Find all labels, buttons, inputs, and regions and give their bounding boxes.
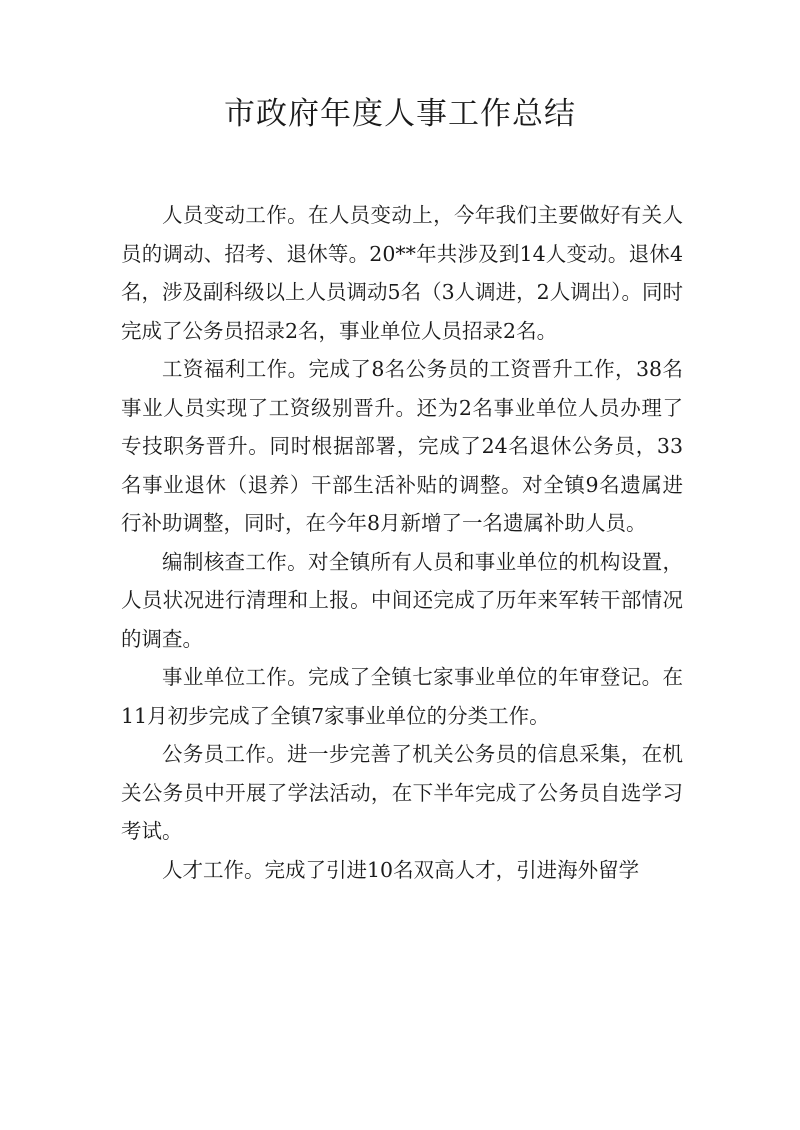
paragraph-personnel-changes: 人员变动工作。在人员变动上，今年我们主要做好有关人员的调动、招考、退休等。20**年共涉及到14人变动。退休4名，涉及副科级以上人员调动5名（3人调进，2人调出）。同时完成了公务员招录2名，事业单位人员招录2名。	[121, 203, 683, 343]
document-title: 市政府年度人事工作总结	[224, 96, 576, 132]
document-body	[121, 196, 683, 889]
paragraph-staffing-check: 编制核查工作。对全镇所有人员和事业单位的机构设置，人员状况进行清理和上报。中间还完成了历年来军转干部情况的调查。	[121, 549, 683, 651]
paragraph-public-institutions: 事业单位工作。完成了全镇七家事业单位的年审登记。在11月初步完成了全镇7家事业单位的分类工作。	[121, 665, 683, 728]
paragraph-civil-servants: 公务员工作。进一步完善了机关公务员的信息采集，在机关公务员中开展了学法活动，在下半年完成了公务员自选学习考试。	[121, 742, 683, 843]
paragraph-salary-welfare: 工资福利工作。完成了8名公务员的工资晋升工作，38名事业人员实现了工资级别晋升。还为2名事业单位人员办理了专技职务晋升。同时根据部署，完成了24名退休公务员，33名事业退休（退养）干部生活补贴的调整。对全镇9名遗属进行补助调整，同时，在今年8月新增了一名遗属补助人员。	[121, 357, 683, 535]
paragraph-talent: 人才工作。完成了引进10名双高人才，引进海外留学	[162, 857, 640, 882]
